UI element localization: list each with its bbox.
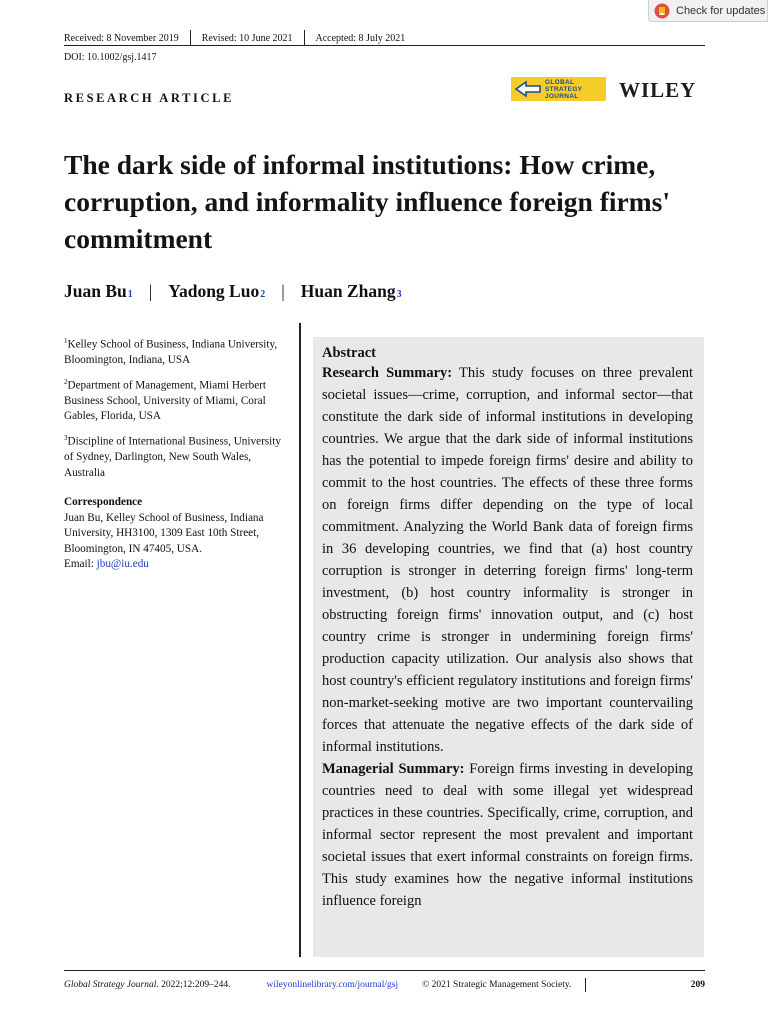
page-footer <box>64 978 705 992</box>
abstract-box <box>313 337 704 957</box>
journal-logo-line: JOURNAL <box>545 92 579 100</box>
journal-logo-line: GLOBAL <box>545 78 575 86</box>
managerial-summary: Managerial Summary: Foreign firms investing in developing countries need to deal with some illegal yet widespread practices in these countries. Specifically, crime, corruption, and informal sector represent the most prevalent and important societal issues that exert informal constraints on foreign firms. This study examines how the negative informal institutions influence foreign <box>322 761 693 909</box>
author-info-column <box>64 334 292 573</box>
check-for-updates-button[interactable] <box>648 0 768 22</box>
footer-citation: 2022;12:209–244. <box>161 980 231 990</box>
journal-url-link[interactable]: wileyonlinelibrary.com/journal/gsj <box>266 980 399 990</box>
article-dates <box>64 30 405 46</box>
page-number: 209 <box>690 980 705 990</box>
article-type: RESEARCH ARTICLE <box>64 91 235 105</box>
affiliation-link[interactable]: 2 <box>260 289 266 300</box>
author-name: Yadong Luo <box>168 281 260 301</box>
received-date: Received: 8 November 2019 <box>64 32 179 44</box>
check-for-updates-label: Check for updates <box>676 4 766 17</box>
revised-date: Revised: 10 June 2021 <box>201 32 293 44</box>
footer-journal: Global Strategy Journal. <box>64 980 159 990</box>
affiliation-link[interactable]: 3 <box>396 289 402 300</box>
affiliation: $^3$Discipline of International Business, University of Sydney, Darlington, New South Wales, Australia <box>64 433 281 479</box>
affiliation: $^1$Kelley School of Business, Indiana University, Bloomington, Indiana, USA <box>64 337 278 367</box>
author-separator: | <box>148 281 153 301</box>
article-title: The dark side of informal institutions: How crime, corruption, and informality influence foreign firms' commitment <box>64 149 670 254</box>
author-name: Juan Bu <box>64 281 127 301</box>
author-name: Huan Zhang <box>300 281 396 301</box>
journal-arrow-icon <box>514 80 544 98</box>
journal-logo-line: STRATEGY <box>545 85 583 93</box>
publisher-logo: WILEY <box>619 78 697 102</box>
divider <box>304 30 305 46</box>
column-divider <box>299 323 301 957</box>
managerial-summary-label: Managerial Summary: <box>322 761 465 777</box>
author-list <box>64 281 402 302</box>
footer-rule <box>64 970 705 971</box>
divider <box>585 978 586 992</box>
affiliation: $^2$Department of Management, Miami Herbert Business School, University of Miami, Coral Gables, Florida, USA <box>64 377 267 423</box>
divider <box>190 30 191 46</box>
affiliation-link[interactable]: 1 <box>127 289 133 300</box>
correspondence-email: Email: jbu@iu.edu <box>64 558 149 571</box>
correspondence-heading: Correspondence <box>64 496 143 509</box>
header-rule <box>64 45 705 46</box>
footer-copyright: © 2021 Strategic Management Society. <box>422 980 572 990</box>
email-link[interactable]: jbu@iu.edu <box>96 558 149 571</box>
abstract-heading: Abstract <box>322 345 376 361</box>
accepted-date: Accepted: 8 July 2021 <box>315 32 406 44</box>
research-summary: Research Summary: This study focuses on three prevalent societal issues—crime, corruption, and informal sector—that constitute the dark side of informal institutions in developing countries. We argue that the dark side of informal institutions has the potential to impede foreign firms' desire and ability to commit to the host countries. The effects of these three forms on foreign firms differ depending on the type of local commitment. Analyzing the World Bank data of foreign firms in 36 developing countries, we find that (a) host country corruption is stronger in deterring foreign firms' long-term investment, (b) host country informality is stronger in obstructing foreign firms' innovation output, and (c) host country crime is stronger in undermining foreign firms' production capacity utilization. Our analysis also shows that host country's efficient regulatory institutions and foreign firms' non-market-seeking motive are two important countervailing forces that attenuate the negative effects of the dark side of informal institutions. <box>322 365 693 755</box>
research-summary-label: Research Summary: <box>322 365 453 381</box>
doi: DOI: 10.1002/gsj.1417 <box>64 52 157 63</box>
correspondence-address: Juan Bu, Kelley School of Business, Indiana University, HH3100, 1309 East 10th Street, Bloomington, IN 47405, USA. <box>64 511 264 555</box>
crossmark-icon <box>654 3 670 19</box>
journal-logo <box>511 77 606 101</box>
author-separator: | <box>281 281 285 301</box>
